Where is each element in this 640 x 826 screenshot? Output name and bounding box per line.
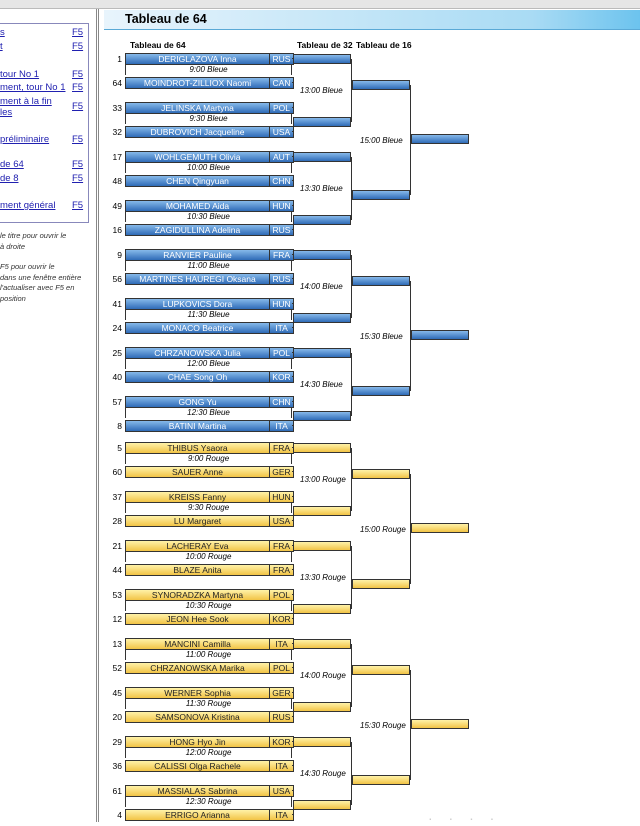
player-country: RUS xyxy=(272,225,291,235)
player-row[interactable] xyxy=(125,809,294,821)
player-name: CALISSI Olga Rachele xyxy=(126,761,270,771)
connector xyxy=(351,59,352,122)
player-country: GER xyxy=(272,688,291,698)
r32-time: 14:30 Bleue xyxy=(300,379,343,389)
page-header xyxy=(104,10,640,30)
player-row[interactable] xyxy=(125,273,294,285)
player-row[interactable] xyxy=(125,322,294,334)
player-country: HUN xyxy=(272,492,291,502)
seed-number: 25 xyxy=(112,348,122,358)
sidebar-link[interactable]: ment, tour No 1 xyxy=(0,82,66,93)
player-row[interactable] xyxy=(125,785,294,797)
r32-slot[interactable] xyxy=(293,443,351,453)
sidebar-link[interactable]: de 8 xyxy=(0,173,19,184)
r32-time: 14:30 Rouge xyxy=(300,768,346,778)
seed-number: 37 xyxy=(112,492,122,502)
player-row[interactable] xyxy=(125,540,294,552)
sidebar-link-key[interactable]: F5 xyxy=(72,101,84,112)
player-name: MOINDROT-ZILLIOX Naomi xyxy=(126,78,270,88)
r32-slot[interactable] xyxy=(293,117,351,127)
window-top-edge xyxy=(0,0,640,9)
player-country: ITA xyxy=(275,810,288,820)
seed-number: 41 xyxy=(112,299,122,309)
connector xyxy=(292,569,294,570)
connector xyxy=(292,692,294,693)
player-name: KREISS Fanny xyxy=(126,492,270,502)
sidebar-link-key[interactable]: F5 xyxy=(72,159,84,170)
player-name: GONG Yu xyxy=(126,397,270,407)
seed-number: 21 xyxy=(112,541,122,551)
r16-slot[interactable] xyxy=(352,775,410,785)
connector xyxy=(292,254,294,255)
sidebar-link-key[interactable]: F5 xyxy=(72,41,84,52)
player-row[interactable] xyxy=(125,564,294,576)
connector xyxy=(292,401,294,402)
r32-slot[interactable] xyxy=(293,604,351,614)
sidebar-link[interactable]: ment à la fin xyxy=(0,96,52,107)
connector xyxy=(351,255,352,318)
seed-number: 1 xyxy=(117,54,122,64)
match-time: 11:30 Rouge xyxy=(125,699,292,709)
connector xyxy=(292,814,294,815)
player-name: LU Margaret xyxy=(126,516,270,526)
player-country: POL xyxy=(272,348,290,358)
connector xyxy=(292,545,294,546)
player-country: ITA xyxy=(275,323,288,333)
seed-number: 32 xyxy=(112,127,122,137)
player-name: JEON Hee Sook xyxy=(126,614,270,624)
r32-slot[interactable] xyxy=(293,54,351,64)
player-name: SYNORADZKA Martyna xyxy=(126,590,270,600)
player-country: RUS xyxy=(272,54,291,64)
seed-number: 33 xyxy=(112,103,122,113)
connector xyxy=(292,594,294,595)
player-row[interactable] xyxy=(125,662,294,674)
connector xyxy=(292,352,294,353)
player-row[interactable] xyxy=(125,224,294,236)
connector xyxy=(292,716,294,717)
player-row[interactable] xyxy=(125,687,294,699)
connector xyxy=(292,58,294,59)
player-row[interactable] xyxy=(125,736,294,748)
sidebar-link[interactable]: t xyxy=(0,41,3,52)
r32-time: 14:00 Rouge xyxy=(300,670,346,680)
connector xyxy=(292,131,294,132)
connector xyxy=(351,742,352,805)
player-row[interactable] xyxy=(125,420,294,432)
player-country: KOR xyxy=(272,614,291,624)
sidebar-link[interactable]: s xyxy=(0,27,5,38)
connector xyxy=(292,765,294,766)
match-time: 11:30 Bleue xyxy=(125,310,292,320)
player-row[interactable] xyxy=(125,760,294,772)
player-row[interactable] xyxy=(125,347,294,359)
player-name: JELINSKA Martyna xyxy=(126,103,270,113)
player-name: LACHERAY Eva xyxy=(126,541,270,551)
player-name: CHRZANOWSKA Julia xyxy=(126,348,270,358)
match-time: 12:00 Bleue xyxy=(125,359,292,369)
sidebar-menu-box xyxy=(0,23,89,223)
seed-number: 8 xyxy=(117,421,122,431)
player-country: POL xyxy=(272,590,290,600)
r32-slot[interactable] xyxy=(293,411,351,421)
r32-slot[interactable] xyxy=(293,737,351,747)
player-row[interactable] xyxy=(125,298,294,310)
seed-number: 64 xyxy=(112,78,122,88)
seed-number: 5 xyxy=(117,443,122,453)
connector xyxy=(292,156,294,157)
r16-time: 15:30 Bleue xyxy=(360,332,403,341)
match-time: 10:00 Rouge xyxy=(125,552,292,562)
player-country: FRA xyxy=(273,250,290,260)
player-country: AUT xyxy=(273,152,290,162)
match-time: 12:30 Bleue xyxy=(125,408,292,418)
connector xyxy=(292,667,294,668)
r32-slot[interactable] xyxy=(293,541,351,551)
sidebar-link[interactable]: de 64 xyxy=(0,159,24,170)
player-row[interactable] xyxy=(125,53,294,65)
player-name: WOHLGEMUTH Olivia xyxy=(126,152,270,162)
player-country: ITA xyxy=(275,761,288,771)
r32-slot[interactable] xyxy=(293,348,351,358)
player-row[interactable] xyxy=(125,466,294,478)
player-row[interactable] xyxy=(125,126,294,138)
connector xyxy=(292,447,294,448)
seed-number: 12 xyxy=(112,614,122,624)
r32-slot[interactable] xyxy=(293,639,351,649)
r32-time: 13:30 Rouge xyxy=(300,572,346,582)
sidebar xyxy=(0,9,99,822)
player-country: HUN xyxy=(272,299,291,309)
player-country: USA xyxy=(272,127,291,137)
player-country: ITA xyxy=(275,639,288,649)
connector xyxy=(351,448,352,511)
r32-slot[interactable] xyxy=(293,152,351,162)
seed-number: 61 xyxy=(112,786,122,796)
connector xyxy=(292,303,294,304)
r32-slot[interactable] xyxy=(293,702,351,712)
connector xyxy=(292,107,294,108)
player-name: DUBROVICH Jacqueline xyxy=(126,127,270,137)
sidebar-link-key[interactable]: F5 xyxy=(72,134,84,145)
sidebar-link-key[interactable]: F5 xyxy=(72,27,84,38)
match-time: 11:00 Rouge xyxy=(125,650,292,660)
player-name: MANCINI Camilla xyxy=(126,639,270,649)
match-time: 9:00 Bleue xyxy=(125,65,292,75)
connector xyxy=(292,229,294,230)
connector xyxy=(292,278,294,279)
seed-number: 44 xyxy=(112,565,122,575)
player-country: CAN xyxy=(272,78,291,88)
player-country: HUN xyxy=(272,201,291,211)
player-name: CHAE Song Oh xyxy=(126,372,270,382)
player-row[interactable] xyxy=(125,589,294,601)
player-name: THIBUS Ysaora xyxy=(126,443,270,453)
connector xyxy=(292,205,294,206)
sidebar-link[interactable]: ment général xyxy=(0,200,56,211)
connector xyxy=(292,643,294,644)
player-name: BLAZE Anita xyxy=(126,565,270,575)
r16-time: 15:00 Rouge xyxy=(360,525,406,534)
match-time: 9:30 Rouge xyxy=(125,503,292,513)
r32-slot[interactable] xyxy=(293,506,351,516)
player-name: SAMSONOVA Kristina xyxy=(126,712,270,722)
seed-number: 13 xyxy=(112,639,122,649)
player-country: POL xyxy=(272,103,290,113)
r16-slot[interactable] xyxy=(352,469,410,479)
page-title[interactable]: Tableau de 64 xyxy=(125,12,207,26)
connector xyxy=(292,790,294,791)
r16-slot[interactable] xyxy=(352,276,410,286)
player-row[interactable] xyxy=(125,102,294,114)
player-row[interactable] xyxy=(125,515,294,527)
seed-number: 29 xyxy=(112,737,122,747)
connector xyxy=(351,644,352,707)
column-header-r64: Tableau de 64 xyxy=(130,40,186,50)
player-country: GER xyxy=(272,467,291,477)
r32-time: 13:00 Rouge xyxy=(300,474,346,484)
r16-time: 15:00 Bleue xyxy=(360,136,403,145)
player-name: ERRIGO Arianna xyxy=(126,810,270,820)
sidebar-link-key[interactable]: F5 xyxy=(72,69,84,80)
player-country: RUS xyxy=(272,712,291,722)
match-time: 12:30 Rouge xyxy=(125,797,292,807)
seed-number: 16 xyxy=(112,225,122,235)
player-name: SAUER Anne xyxy=(126,467,270,477)
seed-number: 49 xyxy=(112,201,122,211)
bracket-area xyxy=(104,30,640,822)
column-header-r16: Tableau de 16 xyxy=(356,40,412,50)
match-time: 12:00 Rouge xyxy=(125,748,292,758)
seed-number: 36 xyxy=(112,761,122,771)
player-row[interactable] xyxy=(125,613,294,625)
player-country: USA xyxy=(272,516,291,526)
match-time: 9:00 Rouge xyxy=(125,454,292,464)
r16-time: 15:30 Rouge xyxy=(360,721,406,730)
sidebar-link-key[interactable]: F5 xyxy=(72,82,84,93)
sidebar-link-key[interactable]: F5 xyxy=(72,200,84,211)
player-country: POL xyxy=(272,663,290,673)
player-name: HONG Hyo Jin xyxy=(126,737,270,747)
player-country: KOR xyxy=(272,372,291,382)
player-row[interactable] xyxy=(125,200,294,212)
seed-number: 4 xyxy=(117,810,122,820)
player-name: CHRZANOWSKA Marika xyxy=(126,663,270,673)
player-row[interactable] xyxy=(125,638,294,650)
seed-number: 9 xyxy=(117,250,122,260)
connector xyxy=(292,741,294,742)
connector xyxy=(292,376,294,377)
player-name: WERNER Sophia xyxy=(126,688,270,698)
r32-slot[interactable] xyxy=(293,800,351,810)
seed-number: 40 xyxy=(112,372,122,382)
sidebar-link[interactable]: tour No 1 xyxy=(0,69,40,80)
connector xyxy=(292,180,294,181)
column-header-r32: Tableau de 32 xyxy=(297,40,353,50)
player-name: MARTINES HAUREGI Oksana xyxy=(126,274,270,284)
connector xyxy=(292,471,294,472)
seed-number: 60 xyxy=(112,467,122,477)
seed-number: 28 xyxy=(112,516,122,526)
player-row[interactable] xyxy=(125,442,294,454)
match-time: 10:00 Bleue xyxy=(125,163,292,173)
player-row[interactable] xyxy=(125,491,294,503)
player-country: USA xyxy=(272,786,291,796)
player-country: FRA xyxy=(273,443,290,453)
player-country: KOR xyxy=(272,737,291,747)
r8-slot[interactable] xyxy=(411,523,469,533)
player-row[interactable] xyxy=(125,77,294,89)
player-row[interactable] xyxy=(125,151,294,163)
player-row[interactable] xyxy=(125,711,294,723)
sidebar-note-1: le titre pour ouvrir le à droite xyxy=(0,231,67,251)
seed-number: 52 xyxy=(112,663,122,673)
r8-slot[interactable] xyxy=(411,134,469,144)
match-time: 10:30 Bleue xyxy=(125,212,292,222)
match-time: 9:30 Bleue xyxy=(125,114,292,124)
seed-number: 45 xyxy=(112,688,122,698)
connector xyxy=(292,82,294,83)
connector xyxy=(351,353,352,416)
seed-number: 17 xyxy=(112,152,122,162)
r8-slot[interactable] xyxy=(411,330,469,340)
connector xyxy=(351,157,352,220)
connector xyxy=(292,496,294,497)
player-name: DERIGLAZOVA Inna xyxy=(126,54,270,64)
player-name: MASSIALAS Sabrina xyxy=(126,786,270,796)
connector xyxy=(292,618,294,619)
match-time: 11:00 Bleue xyxy=(125,261,292,271)
sidebar-link[interactable]: préliminaire xyxy=(0,134,50,145)
r16-slot[interactable] xyxy=(352,665,410,675)
player-country: ITA xyxy=(275,421,288,431)
seed-number: 56 xyxy=(112,274,122,284)
seed-number: 57 xyxy=(112,397,122,407)
r16-slot[interactable] xyxy=(352,190,410,200)
player-row[interactable] xyxy=(125,249,294,261)
r32-time: 13:30 Bleue xyxy=(300,183,343,193)
r32-slot[interactable] xyxy=(293,313,351,323)
player-name: RANVIER Pauline xyxy=(126,250,270,260)
r16-slot[interactable] xyxy=(352,80,410,90)
r32-time: 13:00 Bleue xyxy=(300,85,343,95)
player-name: CHEN Qingyuan xyxy=(126,176,270,186)
player-country: FRA xyxy=(273,541,290,551)
r8-slot[interactable] xyxy=(411,719,469,729)
player-name: LUPKOVICS Dora xyxy=(126,299,270,309)
seed-number: 53 xyxy=(112,590,122,600)
player-country: FRA xyxy=(273,565,290,575)
sidebar-link-line2[interactable]: les xyxy=(0,107,13,118)
sidebar-link-key[interactable]: F5 xyxy=(72,173,84,184)
sidebar-note-2: F5 pour ouvrir le dans une fenêtre entière l'actualiser avec F5 en position xyxy=(0,262,82,303)
seed-number: 24 xyxy=(112,323,122,333)
player-row[interactable] xyxy=(125,371,294,383)
seed-number: 48 xyxy=(112,176,122,186)
r16-slot[interactable] xyxy=(352,386,410,396)
r32-slot[interactable] xyxy=(293,215,351,225)
player-name: ZAGIDULLINA Adelina xyxy=(126,225,270,235)
player-country: CHN xyxy=(272,397,291,407)
connector xyxy=(292,520,294,521)
r32-slot[interactable] xyxy=(293,250,351,260)
player-country: RUS xyxy=(272,274,291,284)
player-row[interactable] xyxy=(125,175,294,187)
watermark: · · · · xyxy=(428,810,501,826)
player-row[interactable] xyxy=(125,396,294,408)
player-name: MONACO Beatrice xyxy=(126,323,270,333)
r16-slot[interactable] xyxy=(352,579,410,589)
connector xyxy=(292,327,294,328)
seed-number: 20 xyxy=(112,712,122,722)
player-name: BATINI Martina xyxy=(126,421,270,431)
player-name: MOHAMED Aida xyxy=(126,201,270,211)
connector xyxy=(292,425,294,426)
player-country: CHN xyxy=(272,176,291,186)
r32-time: 14:00 Bleue xyxy=(300,281,343,291)
match-time: 10:30 Rouge xyxy=(125,601,292,611)
connector xyxy=(351,546,352,609)
